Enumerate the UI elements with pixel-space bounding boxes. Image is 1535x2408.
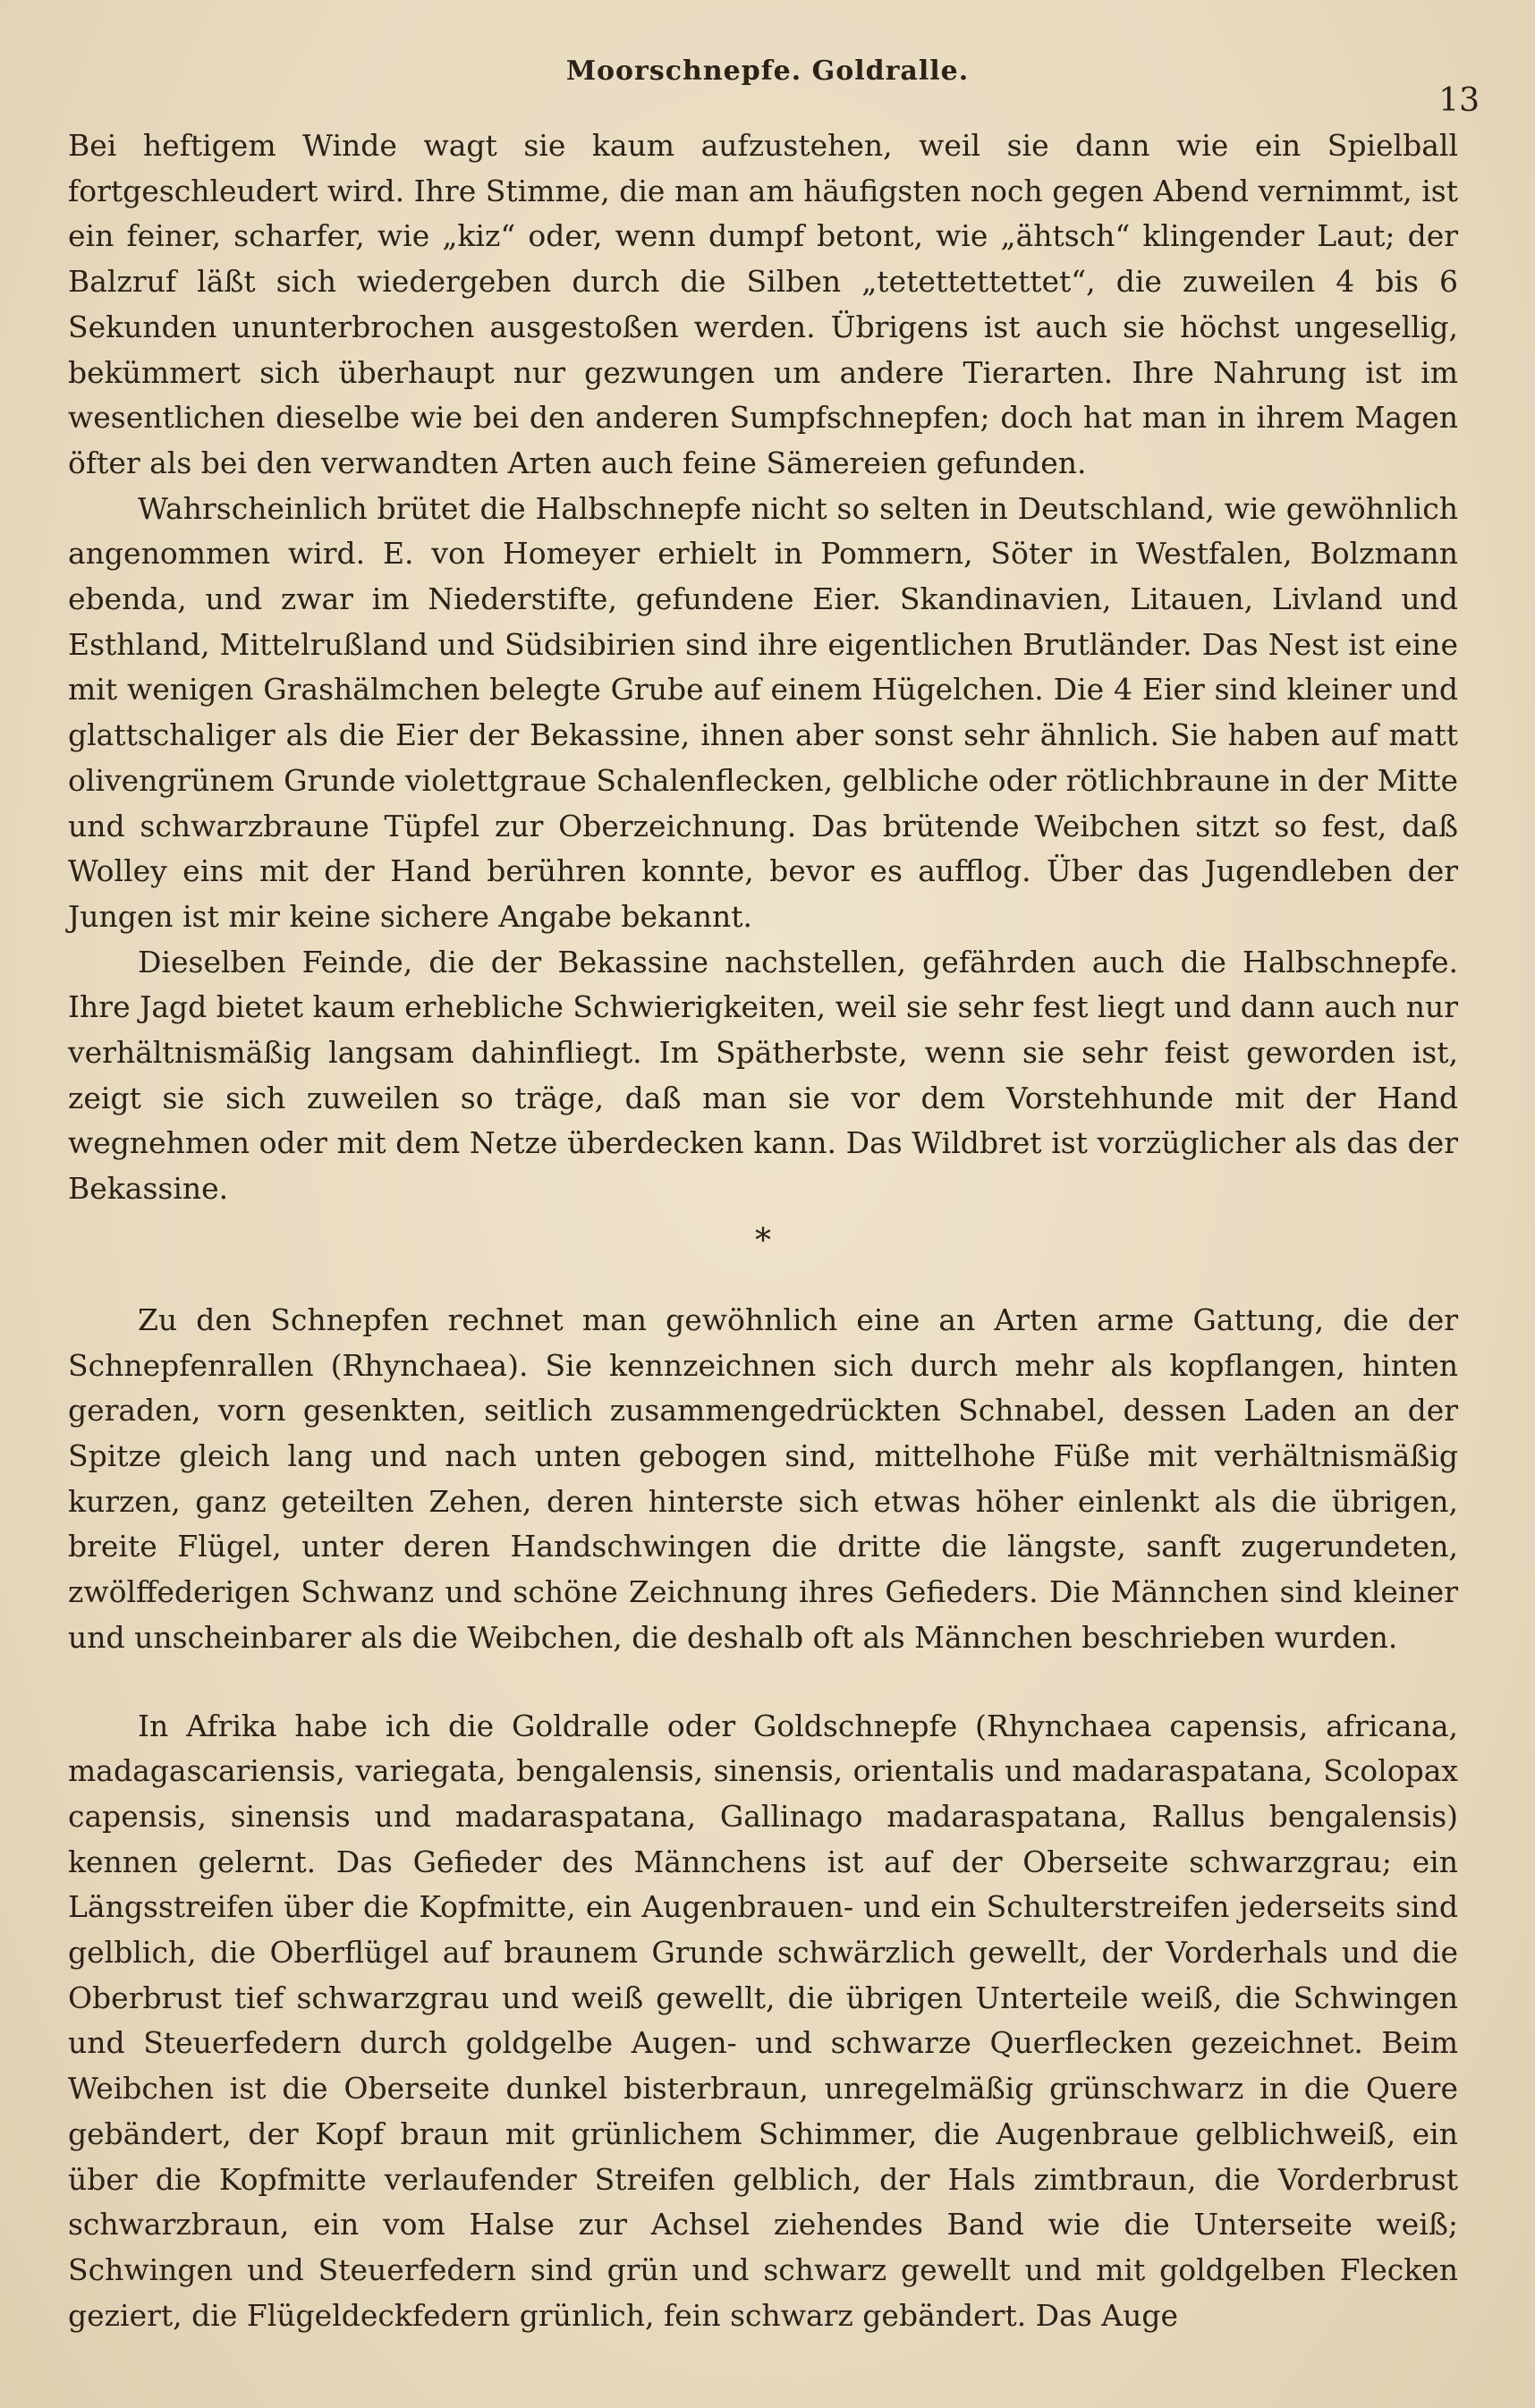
paragraph-schnepfenrallen: Zu den Schnepfen rechnet man gewöhnlich eine an Arten arme Gattung, die der Schnepfenrallen (Rhynchaea). Sie kennzeichnen sich durch mehr als kopflangen, hinten geraden, vorn gesenkten, seitlich zusammengedrückten Schnabel, dessen Laden an der Spitze gleich lang und nach unten gebogen sind, mittelhohe Füße mit verhältnismäßig kurzen, ganz geteilten Zehen, deren hinterste sich etwas höher einlenkt als die übrigen, breite Flügel, unter deren Handschwingen die dritte die längste, sanft zugerundeten, zwölffederigen Schwanz und schöne Zeichnung ihres Gefieders. Die Männchen sind kleiner und unscheinbarer als die Weibchen, die deshalb oft als Männchen beschrieben wurden.: [68, 1302, 1458, 1655]
paragraph-breeding: Wahrscheinlich brütet die Halbschnepfe nicht so selten in Deutschland, wie gewöhnlich angenommen wird. E. von Homeyer erhielt in Pommern, Söter in Westfalen, Bolzmann ebenda, und zwar im Niederstifte, gefundene Eier. Skandinavien, Litauen, Livland und Esthland, Mittelrußland und Südsibirien sind ihre eigentlichen Brutländer. Das Nest ist eine mit wenigen Grashälmchen belegte Grube auf einem Hügelchen. Die 4 Eier sind kleiner und glattschaliger als die Eier der Bekassine, ihnen aber sonst sehr ähnlich. Sie haben auf matt olivengrünem Grunde violettgraue Schalenflecken, gelbliche oder rötlichbraune in der Mitte und schwarzbraune Tüpfel zur Oberzeichnung. Das brütende Weibchen sitzt so fest, daß Wolley eins mit der Hand berühren konnte, bevor es aufflog. Über das Jugendleben der Jungen ist mir keine sichere Angabe bekannt.: [68, 490, 1458, 934]
running-title: Moorschnepfe. Goldralle.: [565, 55, 970, 87]
page-number: 13: [1438, 82, 1480, 119]
paragraph-gap: [68, 1661, 1458, 1704]
paragraph-goldralle: In Afrika habe ich die Goldralle oder Goldschnepfe (Rhynchaea capensis, africana, madagascariensis, variegata, bengalensis, sinensis, orientalis und madaraspatana, Scolopax capensis, sinensis und madaraspatana, Gallinago madaraspatana, Rallus bengalensis) kennen gelernt. Das Gefieder des Männchens ist auf der Oberseite schwarzgrau; ein Längsstreifen über die Kopfmitte, ein Augenbrauen- und ein Schulterstreifen jederseits sind gelblich, die Oberflügel auf braunem Grunde schwärzlich gewellt, der Vorderhals und die Oberbrust tief schwarzgrau und weiß gewellt, die übrigen Unterteile weiß, die Schwingen und Steuerfedern durch goldgelbe Augen- und schwarze Querflecken gezeichnet. Beim Weibchen ist die Oberseite dunkel bisterbraun, unregelmäßig grünschwarz in die Quere gebändert, der Kopf braun mit grünlichem Schimmer, die Augenbraue gelblichweiß, ein über die Kopfmitte verlaufender Streifen gelblich, der Hals zimtbraun, die Vorderbrust schwarzbraun, ein vom Halse zur Achsel ziehendes Band wie die Unterseite weiß; Schwingen und Steuerfedern sind grün und schwarz gewellt und mit goldgelben Flecken geziert, die Flügeldeckfedern grünlich, fein schwarz gebändert. Das Auge: [68, 1708, 1458, 2333]
section-separator: *: [755, 1222, 771, 1259]
paragraph-enemies: Dieselben Feinde, die der Bekassine nachstellen, gefährden auch die Halbschnepfe. Ihre Jagd bietet kaum erhebliche Schwierigkeiten, weil sie sehr fest liegt und dann auch nur verhältnismäßig langsam dahinfliegt. Im Spätherbste, wenn sie sehr feist geworden ist, zeigt sie sich zuweilen so träge, daß man sie vor dem Vorstehhunde mit der Hand wegnehmen oder mit dem Netze überdecken kann. Das Wildbret ist vorzüglicher als das der Bekassine.: [68, 944, 1458, 1207]
paragraph-continued: Bei heftigem Winde wagt sie kaum aufzustehen, weil sie dann wie ein Spielball fortgeschleudert wird. Ihre Stimme, die man am häufigsten noch gegen Abend vernimmt, ist ein feiner, scharfer, wie „kiz“ oder, wenn dumpf betont, wie „ähtsch“ klingender Laut; der Balzruf läßt sich wiedergeben durch die Silben „tetettettettet“, die zuweilen 4 bis 6 Sekunden ununterbrochen ausgestoßen werden. Übrigens ist auch sie höchst ungesellig, bekümmert sich überhaupt nur gezwungen um andere Tierarten. Ihre Nahrung ist im wesentlichen dieselbe wie bei den anderen Sumpfschnepfen; doch hat man in ihrem Magen öfter als bei den verwandten Arten auch feine Sämereien gefunden.: [68, 128, 1458, 480]
text-body: [68, 123, 1458, 2338]
